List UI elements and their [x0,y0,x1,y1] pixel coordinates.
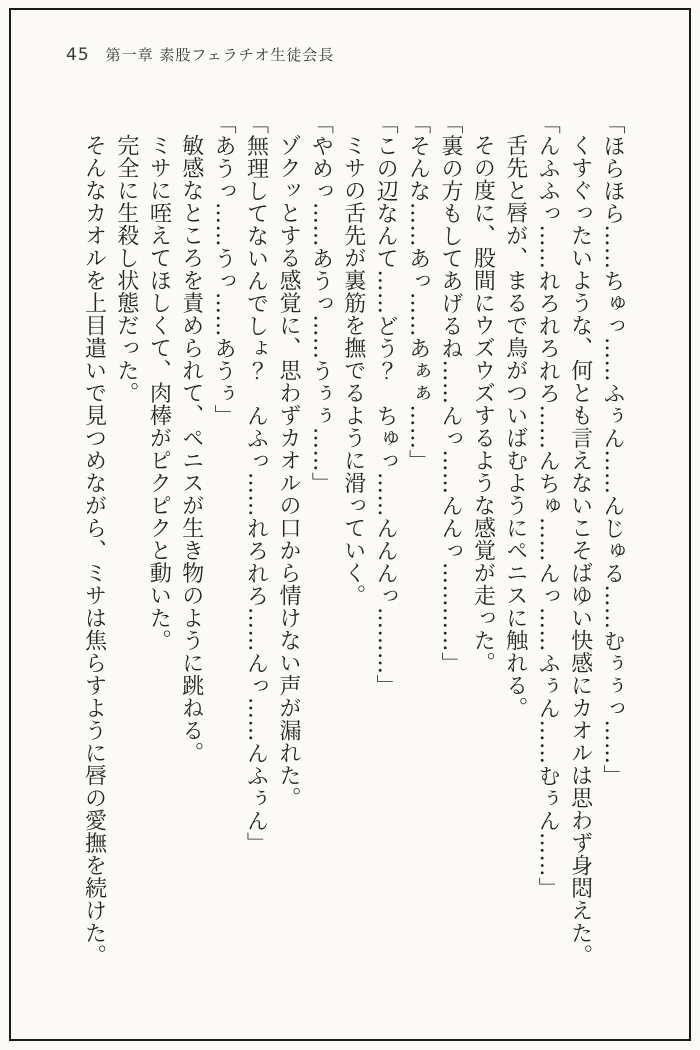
text-column-17: そんなカオルを上目遣いで見つめながら、ミサは焦らすように唇の愛撫を続けた。 [81,134,107,967]
text-column-09: ミサの舌先が裏筋を撫でるように滑っていく。 [340,134,366,607]
vertical-text-block [77,112,628,974]
chapter-title: 第一章 素股フェラチオ生徒会長 [105,46,335,64]
text-column-08: 「この辺なんて……どう？ ちゅっ……んんんっ………」 [373,112,399,697]
text-column-04: 舌先と唇が、まるで鳥がついばむようにペニスに触れる。 [502,134,528,719]
text-column-14: 敏感なところを責められて、ペニスが生き物のように跳ねる。 [178,134,204,764]
text-column-03: 「んふふっ……れろれろれろ……んちゅ……んっ……ふぅん……むぅん……」 [535,112,561,900]
text-column-15: ミサに咥えてほしくて、肉棒がピクピクと動いた。 [146,134,172,652]
text-column-13: 「あうっ……うっ……あうぅ」 [211,112,237,427]
text-column-01: 「ほらほら……ちゅっ……ふぅん……んじゅる……むぅぅっ……」 [600,112,625,787]
text-column-05: その度に、股間にウズウズするような感覚が走った。 [470,134,496,674]
text-column-10: 「やめっ……あうっ……うぅぅ……」 [308,112,334,495]
text-column-11: ゾクッとする感覚に、思わずカオルの口から情けない声が漏れた。 [275,134,301,809]
text-column-06: 「裏の方もしてあげるね……んっ……んんっ…………」 [437,112,463,675]
text-column-02: くすぐったいような、何とも言えないこそばゆい快感にカオルは思わず身悶えた。 [567,134,593,967]
page-number: 45 [66,45,90,65]
text-column-12: 「無理してないんでしょ？ んふっ……れろれろ……んっ……んふぅん」 [243,112,269,855]
text-column-07: 「そんな……あっ……あぁぁ……」 [405,112,431,472]
text-column-16: 完全に生殺し状態だった。 [113,134,139,404]
running-header [66,44,334,65]
